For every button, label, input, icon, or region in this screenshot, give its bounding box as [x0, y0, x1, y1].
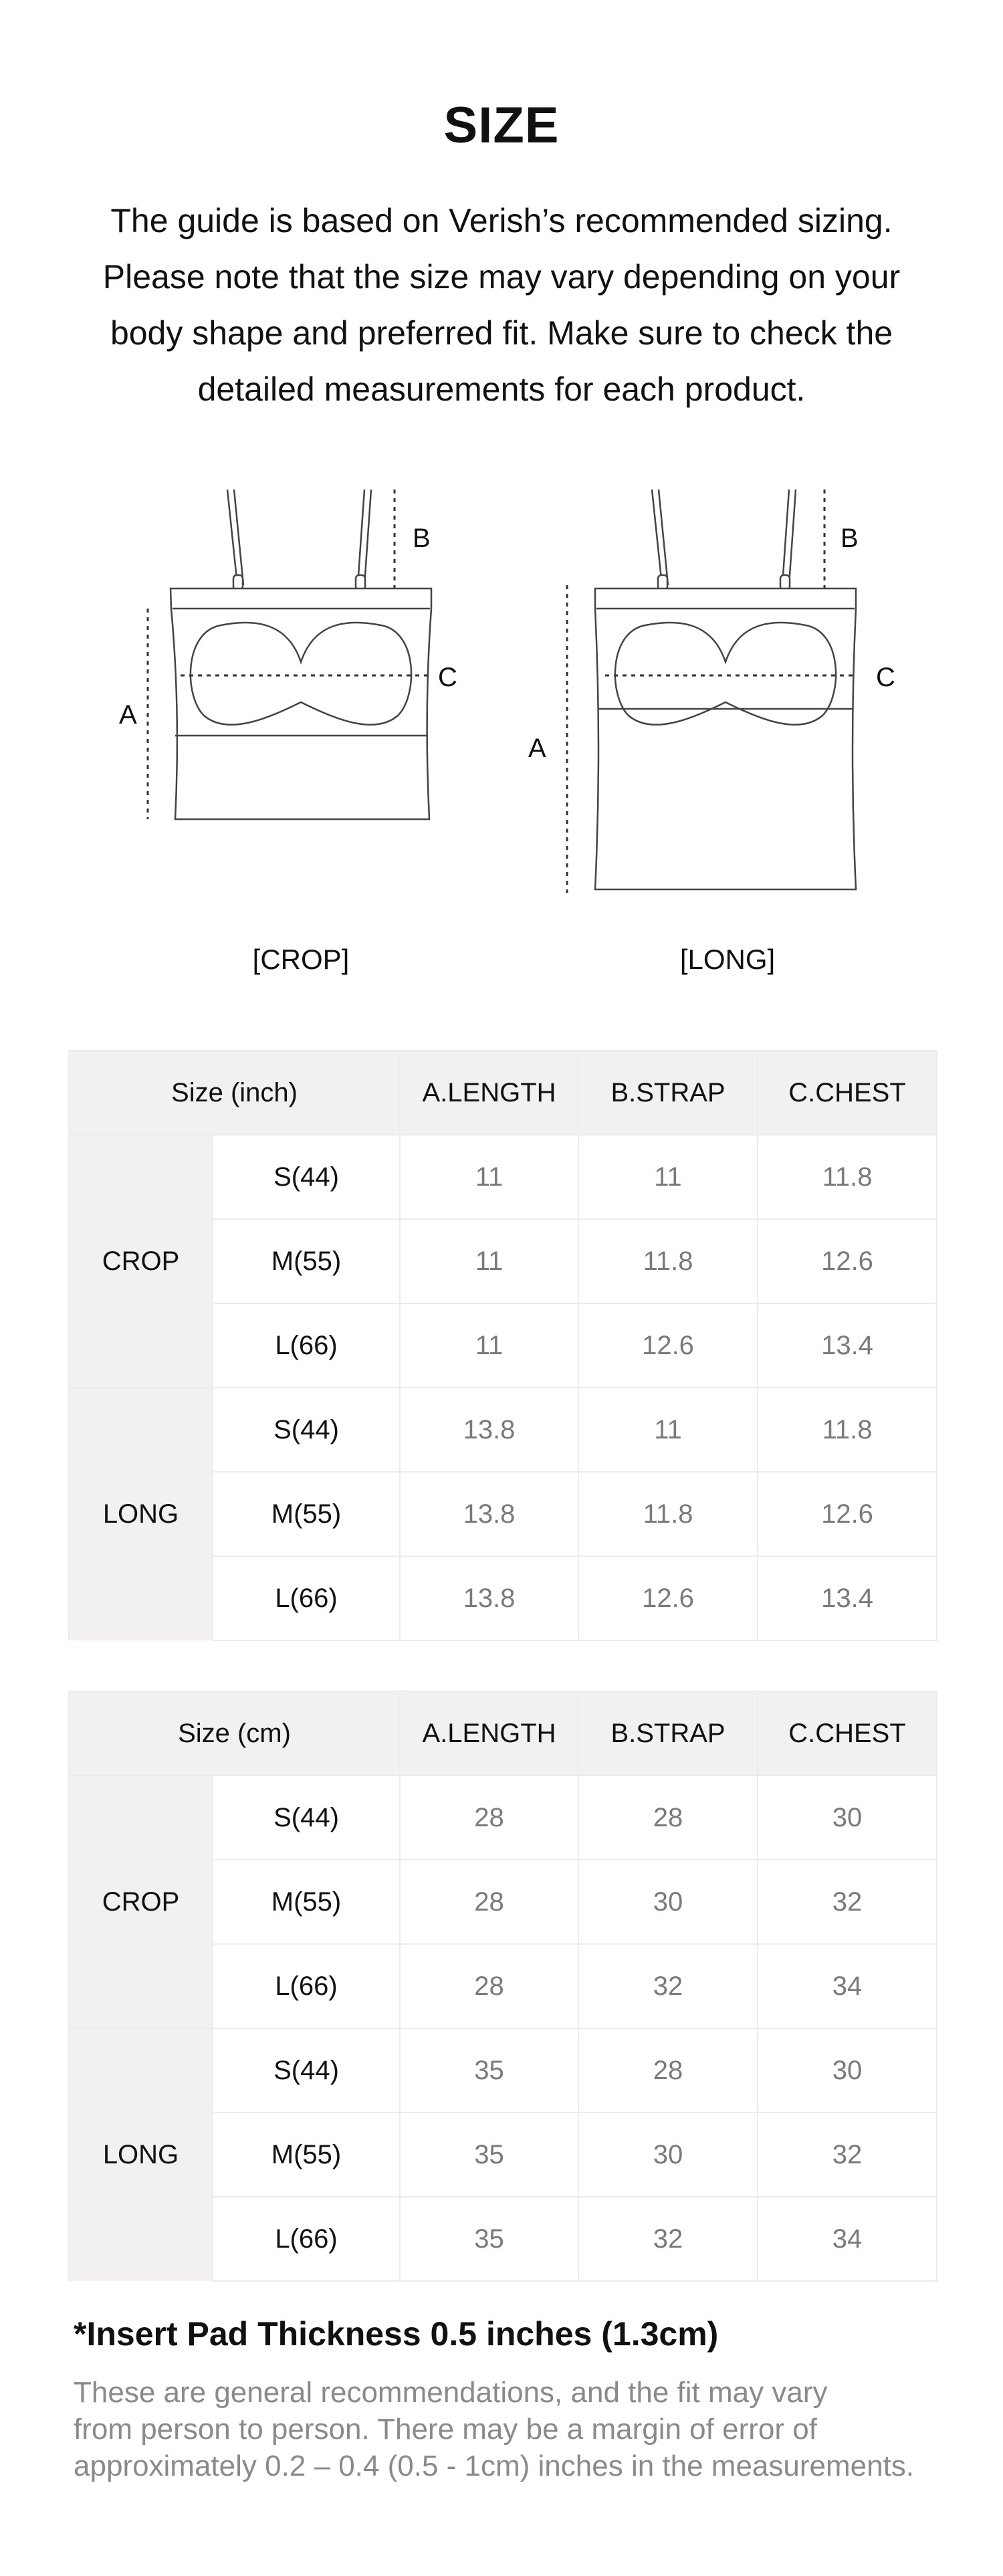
length-value: 11 [400, 1303, 578, 1388]
size-label: S(44) [213, 1776, 400, 1860]
chest-value: 34 [758, 1944, 937, 2028]
long-caption: [LONG] [679, 944, 776, 975]
group-label: LONG [69, 2028, 213, 2281]
group-label: LONG [69, 1388, 213, 1640]
strap-value: 28 [578, 1776, 758, 1860]
intro-line: body shape and preferred fit. Make sure to check the [110, 314, 893, 352]
chest-value: 11.8 [758, 1388, 937, 1472]
size-label: L(66) [213, 2197, 400, 2281]
table-header-row [69, 1051, 937, 1135]
size-label: M(55) [213, 1472, 400, 1556]
crop-label-a: A [119, 700, 137, 730]
strap-value: 32 [578, 1944, 758, 2028]
strap-value: 28 [578, 2028, 758, 2113]
strap-value: 11.8 [578, 1472, 758, 1556]
length-value: 13.8 [400, 1472, 578, 1556]
fit-disclaimer [74, 2374, 943, 2484]
length-value: 28 [400, 1860, 578, 1944]
intro-line: Please note that the size may vary depending on your [102, 258, 901, 296]
measurement-diagram [0, 468, 1003, 923]
size-unit-header: Size (inch) [69, 1051, 400, 1135]
long-label-b: B [841, 524, 859, 553]
crop-label-c: C [438, 663, 457, 692]
strap-value: 11.8 [578, 1219, 758, 1303]
length-value: 13.8 [400, 1388, 578, 1472]
chest-value: 13.4 [758, 1556, 937, 1640]
chest-value: 12.6 [758, 1472, 937, 1556]
group-label: CROP [69, 1135, 213, 1388]
size-label: S(44) [213, 1135, 400, 1219]
column-header: C.CHEST [758, 1691, 937, 1776]
column-header: B.STRAP [578, 1691, 758, 1776]
size-label: M(55) [213, 1860, 400, 1944]
intro-line: detailed measurements for each product. [197, 370, 806, 408]
crop-caption: [CROP] [252, 944, 350, 975]
length-value: 13.8 [400, 1556, 578, 1640]
crop-garment-illustration [171, 490, 431, 819]
chest-value: 13.4 [758, 1303, 937, 1388]
column-header: C.CHEST [758, 1051, 937, 1135]
long-label-c: C [876, 663, 895, 692]
disclaimer-line: These are general recommendations, and the fit may vary [74, 2376, 828, 2409]
strap-value: 11 [578, 1388, 758, 1472]
size-label: L(66) [213, 1944, 400, 2028]
chest-value: 32 [758, 1860, 937, 1944]
column-header: B.STRAP [578, 1051, 758, 1135]
strap-value: 11 [578, 1135, 758, 1219]
length-value: 11 [400, 1135, 578, 1219]
chest-value: 32 [758, 2113, 937, 2197]
page-title: SIZE [443, 97, 560, 154]
length-value: 28 [400, 1776, 578, 1860]
table-row [69, 1388, 937, 1472]
long-label-a: A [528, 734, 546, 763]
length-value: 11 [400, 1219, 578, 1303]
size-label: S(44) [213, 2028, 400, 2113]
disclaimer-line: approximately 0.2 – 0.4 (0.5 - 1cm) inches in the measurements. [74, 2450, 915, 2482]
strap-value: 12.6 [578, 1556, 758, 1640]
group-label: CROP [69, 1776, 213, 2028]
table-row [69, 1135, 937, 1219]
column-header: A.LENGTH [400, 1051, 578, 1135]
strap-value: 30 [578, 2113, 758, 2197]
chest-value: 30 [758, 2028, 937, 2113]
length-value: 35 [400, 2113, 578, 2197]
length-value: 35 [400, 2197, 578, 2281]
size-table-cm [68, 1691, 937, 2282]
crop-label-b: B [413, 524, 431, 553]
chest-value: 11.8 [758, 1135, 937, 1219]
disclaimer-line: from person to person. There may be a margin of error of [74, 2413, 817, 2446]
long-garment-illustration [595, 490, 856, 889]
chest-value: 30 [758, 1776, 937, 1860]
size-label: L(66) [213, 1556, 400, 1640]
length-value: 28 [400, 1944, 578, 2028]
length-value: 35 [400, 2028, 578, 2113]
strap-value: 30 [578, 1860, 758, 1944]
table-header-row [69, 1691, 937, 1776]
table-row [69, 1776, 937, 1860]
strap-value: 12.6 [578, 1303, 758, 1388]
intro-text [67, 193, 936, 417]
garment-illustrations [0, 468, 1003, 923]
chest-value: 34 [758, 2197, 937, 2281]
table-row [69, 2028, 937, 2113]
size-unit-header: Size (cm) [69, 1691, 400, 1776]
column-header: A.LENGTH [400, 1691, 578, 1776]
pad-thickness-note: *Insert Pad Thickness 0.5 inches (1.3cm) [74, 2315, 719, 2353]
size-label: L(66) [213, 1303, 400, 1388]
chest-value: 12.6 [758, 1219, 937, 1303]
size-label: M(55) [213, 1219, 400, 1303]
size-label: M(55) [213, 2113, 400, 2197]
strap-value: 32 [578, 2197, 758, 2281]
intro-line: The guide is based on Verish’s recommended sizing. [110, 202, 893, 239]
size-table-inch [68, 1050, 937, 1641]
size-label: S(44) [213, 1388, 400, 1472]
